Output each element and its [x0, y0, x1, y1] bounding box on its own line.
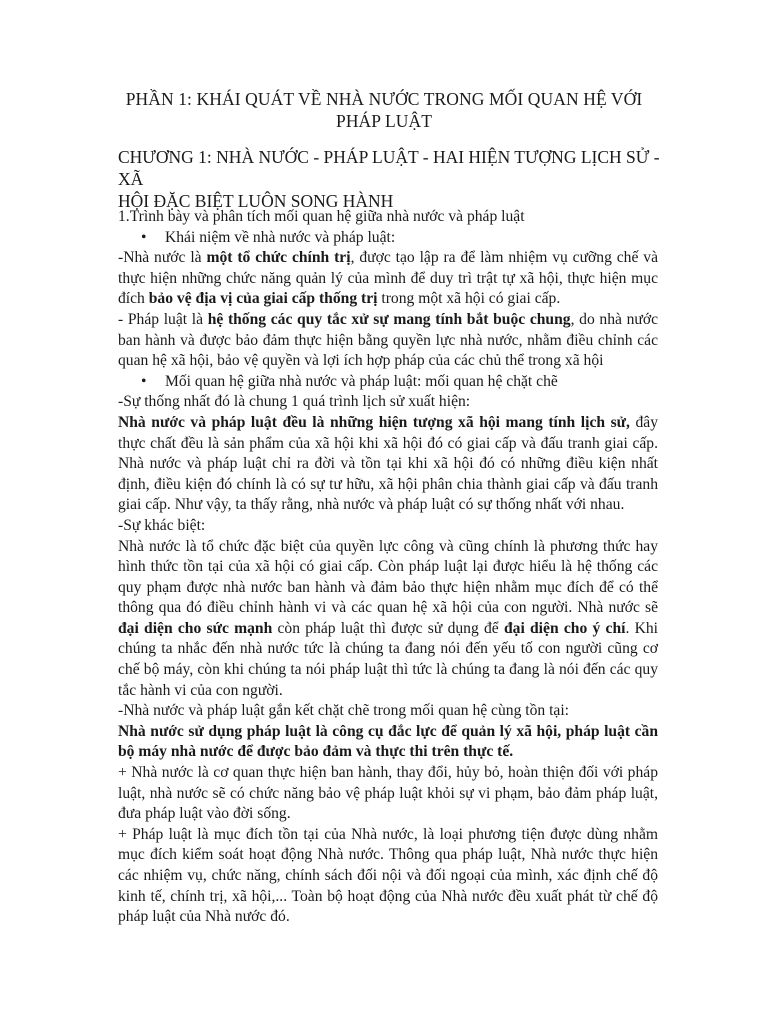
text-run: , được tạo lập ra để làm nhiệm vụ cưỡng chế và thực hiện những chức năng quản lý của mình để duy trì trật tự xã hội, thực hiện mục đích [118, 249, 658, 308]
paragraph-unity [118, 413, 658, 516]
bullet-text: Mối quan hệ giữa nhà nước và pháp luật: mối quan hệ chặt chẽ [165, 372, 558, 390]
text-run: Nhà nước là tổ chức đặc biệt của quyền lực công và cũng chính là phương thức hay hình thức tồn tại của xã hội có giai cấp. Còn pháp luật lại được hiểu là hệ thống các quy phạm được nhà nước ban hành và đảm bảo thực hiện nhằm mục đích để có thể thông qua đó điều chỉnh hành vi và các quan hệ xã hội của con người. Nhà nước sẽ [118, 537, 658, 617]
text-run: - Pháp luật là [118, 310, 208, 328]
paragraph-state-definition [118, 248, 658, 310]
part-title-line-1: PHẦN 1: KHÁI QUÁT VỀ NHÀ NƯỚC TRONG MỐI QUAN HỆ VỚI [125, 89, 643, 109]
chapter-title-line-2: HỘI ĐẶC BIỆT LUÔN SONG HÀNH [118, 191, 394, 211]
bullet-icon: • [141, 372, 147, 390]
paragraph-plus-1: + Nhà nước là cơ quan thực hiện ban hành, thay đổi, hủy bỏ, hoàn thiện đối với pháp luật, nhà nước sẽ có chức năng bảo vệ pháp luật khỏi sự vi phạm, bảo đảm pháp luật, đưa pháp luật vào đời sống. [118, 764, 658, 823]
text-run: , do nhà nước ban hành và được bảo đảm thực hiện bằng quyền lực nhà nước, nhằm điều chỉnh các quan hệ xã hội, bảo vệ quyền và lợi ích hợp pháp của các chủ thể trong xã hội [118, 310, 658, 370]
paragraph-difference [118, 537, 658, 702]
bullet-icon: • [141, 228, 147, 246]
paragraph-plus-2: + Pháp luật là mục đích tồn tại của Nhà nước, là loại phương tiện được dùng nhằm mục đích kiểm soát hoạt động Nhà nước. Thông qua pháp luật, Nhà nước thực hiện các nhiệm vụ, chức năng, chính sách đối nội và đối ngoại của mình, xác định chế độ kinh tế, chính trị, xã hội,... Toàn bộ hoạt động của Nhà nước đều xuất phát từ chế độ pháp luật của Nhà nước đó. [118, 825, 658, 926]
part-title [100, 88, 668, 132]
text-run: còn pháp luật thì được sử dụng để [272, 619, 504, 637]
text-run: trong một xã hội có giai cấp. [377, 290, 561, 308]
chapter-title-line-1: CHƯƠNG 1: NHÀ NƯỚC - PHÁP LUẬT - HAI HIỆN TƯỢNG LỊCH SỬ - XÃ [118, 147, 660, 189]
document-body [118, 207, 658, 928]
text-run: . Khi chúng ta nhắc đến nhà nước tức là chúng ta đang nói đến yếu tố con người cũng cơ chế bộ máy, còn khi chúng ta nói pháp luật thì tức là chúng ta đang là nói đến các quy tắc hành vi của con người. [118, 619, 659, 699]
paragraph-law-definition [118, 310, 658, 372]
bold-term: một tổ chức chính trị [206, 249, 351, 267]
chapter-title [118, 146, 678, 212]
bold-term: Nhà nước và pháp luật đều là những hiện tượng xã hội mang tính lịch sử, [118, 413, 630, 431]
coexist-heading: -Nhà nước và pháp luật gắn kết chặt chẽ trong mối quan hệ cùng tồn tại: [118, 702, 570, 720]
text-run: -Nhà nước là [118, 249, 207, 267]
paragraph-coexist-bold [118, 722, 658, 763]
part-title-line-2: PHÁP LUẬT [335, 111, 433, 131]
bold-statement: Nhà nước sử dụng pháp luật là công cụ đắc lực để quản lý xã hội, pháp luật cần bộ máy nhà nước để được bảo đảm và thực thi trên thực tế. [118, 722, 658, 761]
bullet-item-concepts [118, 228, 658, 249]
bold-term: hệ thống các quy tắc xử sự mang tính bắt buộc chung [207, 310, 571, 328]
unity-heading: -Sự thống nhất đó là chung 1 quá trình lịch sử xuất hiện: [118, 393, 471, 411]
bold-term: đại diện cho sức mạnh [118, 619, 273, 637]
question-heading: 1.Trình bày và phân tích mối quan hệ giữa nhà nước và pháp luật [118, 208, 525, 225]
bullet-item-relationship [118, 372, 658, 393]
bold-term: đại diện cho ý chí [503, 619, 626, 637]
bullet-text: Khái niệm về nhà nước và pháp luật: [165, 228, 396, 246]
text-run: đây thực chất đều là sản phẩm của xã hội khi xã hội đó có giai cấp và đấu tranh giai cấp. Nhà nước và pháp luật chỉ ra đời và tồn tại khi xã hội đó có những điều kiện nhất định, điều kiện đó chính là có sự tư hữu, xã hội phân chia thành giai cấp và đấu tranh giai cấp. Như vậy, ta thấy rằng, nhà nước và pháp luật có sự thống nhất với nhau. [118, 413, 658, 514]
bold-term: bảo vệ địa vị của giai cấp thống trị [148, 290, 378, 308]
difference-heading: -Sự khác biệt: [118, 516, 206, 534]
